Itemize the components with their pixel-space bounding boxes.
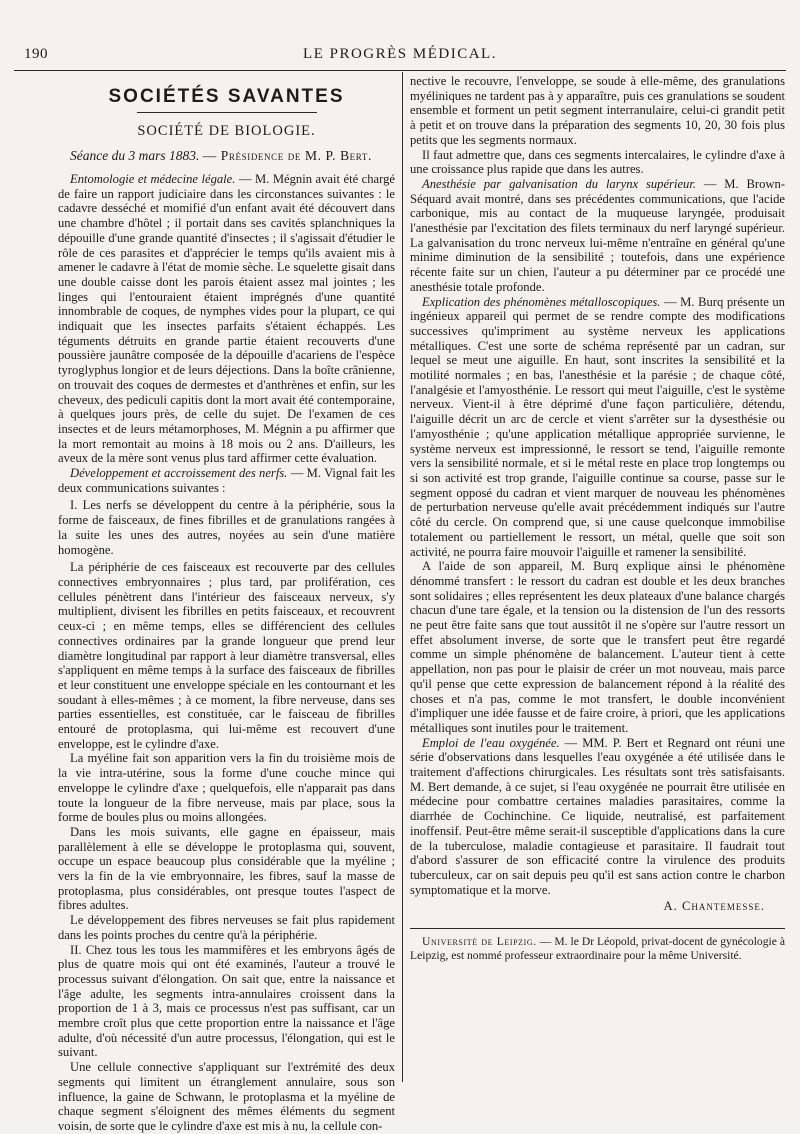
paragraph-II: II. Chez tous les tous les mammifères et les embryons âgés de plus de quatre mois qui ont été examinés, l'auteur a trouvé le processus suivant d'élongation. On sait que, entre la naissance et l'âge adulte, les segments intra-annulaires croissent dans la proportion de 1 à 3, mais ce processus n'est pas suffisant, car un membre croît plus que cette proportion entre la naissance et l'âge adulte, d'où nécessité d'un autre processus, l'élongation, qui est le suivant. [58,942,395,1060]
paragraph-mois: Dans les mois suivants, elle gagne en épaisseur, mais parallèlement à elle se développe le protoplasma qui, souvent, occupe un espace beaucoup plus considérable que la myéline ; vers la fin de la vie embryonnaire, les fibres, sauf la masse de protoplasma, plus considérables, ont presque toutes l'aspect de fibres adultes. [58,824,395,913]
column-divider [402,72,403,1082]
note-rule [410,928,785,929]
paragraph-fibres: Le développement des fibres nerveuses se fait plus rapidement dans les points proches du centre qu'à la périphérie. [58,913,395,942]
session-president: — Présidence de M. P. Bert. [202,148,372,163]
running-title: LE PROGRÈS MÉDICAL. [303,46,497,62]
paragraph-developpement [58,466,395,495]
paragraph-continuation: nective le recouvre, l'enveloppe, se soude à elle-même, des granulations myéliniques ne tardent pas à y apparaître, puis ces granulations se soudent ensemble et forment un petit segment interranulaire, celui-ci grandit petit à petit et on trouve dans la préparation des segments 10, 20, 30 fois plus petits que les segments normaux. [410,74,785,147]
paragraph-appareil: A l'aide de son appareil, M. Burq explique ainsi le phénomène dénommé transfert : le ressort du cadran est double et les deux branches sont solidaires ; elles représentent les deux plateaux d'une balance chargés chacun d'une tare égale, et la tension ou la distension de l'un des ressorts ne peut être faite sans que tout aussitôt il ne s'opère sur l'autre ressort un effet absolument inverse, de sorte que le transfert peut être regardé comme un simple phénomène de balancement. L'auteur tient à cette appellation, non pas pour le plaisir de créer un mot nouveau, mais parce qu'il pense que cette expression de balancement répond à la réalité des choses et n'a pas, comme le mot transfert, le double inconvénient d'impliquer une idée fausse et de faire croire, à priori, que les applications métalliques sont inutiles pour le traitement. [410,559,785,735]
page-number: 190 [24,46,48,62]
explication-text: — M. Burq présente un ingénieux appareil qui permet de se rendre compte des modifications successives qu'impriment au système nerveux les applications métalliques. C'est une sorte de schéma représenté par un cadran, sur lequel se meut une aiguille. En haut, sont inscrites la sensibilité et la motilité normales ; en bas, l'anesthésie et la parésie ; de chaque côté, l'analgésie et l'amyosthénie. Le ressort qui meut l'aiguille, c'est le système nerveux. Vient-il à être déprimé d'une façon particulière, détendu, l'aiguille décrit un arc de cercle et vient s'arrêter sur la dysesthésie ou l'amyosthénie ; qu'une application métallique appropriée survienne, le système nerveux est impressionné, le ressort se tend, l'aiguille remonte vers la sensibilité normale, et si le métal reste en place trop longtemps ou si son activité est trop grande, l'aiguille continue sa course, passe sur le segment opposé du cadran et vient marquer de nouveau les phénomènes de perturbation nerveuse qu'elle avait précédemment indiqués sur l'autre côté du cercle. On comprend que, si une cause quelconque immobilise totalement ou partiellement le ressort, un métal, quelle que soit son activité, ne pourra faire mouvoir l'aiguille et ramener la sensibilité. [410,294,785,559]
signature: A. Chantemesse. [663,899,765,914]
note-label: Université de Leipzig. [422,935,537,949]
developpement-text: — M. Vignal fait les deux communications suivantes : [58,466,395,495]
paragraph-emploi [410,736,785,898]
developpement-heading: Développement et accroissement des nerfs. [70,466,288,481]
anesthesie-text: — M. Brown-Séquard avait montré, dans ses précédentes communications, que l'acide carbonique, mis au contact de la muqueuse laryngée, produisait l'anesthésie par l'excitation des filets terminaux du nerf laryngé supérieur. La galvanisation du tronc nerveux lui-même n'entraîne en général qu'une minime diminution de la sensibilité ; toutefois, dans une expérience récente faite sur un chien, l'auteur a pu déterminer par ce procédé une anesthésie totale profonde. [410,176,785,294]
university-note [410,935,785,962]
paragraph-entomologie [58,172,395,466]
paragraph-peripherie: La périphérie de ces faisceaux est recouverte par des cellules connectives embryonnaires ; plus tard, par prolifération, ces cellules pénètrent dans l'intérieur des faisceaux nerveux, s'y multiplient, divisent les fibrilles en petits faisceaux, et recouvrent ceux-ci ; en même temps, elles se différencient des cellules connectives ordinaires par la grande longueur que prend leur diamètre longitudinal par rapport à leur diamètre transversal, elles s'appliquent en même temps à la surface des faisceaux de fibrilles et leur constituent une enveloppe spéciale en les contournant et les soudant à elles-mêmes ; à ce moment, la fibre nerveuse, dans ses parties essentielles, est constituée, car le faisceau de fibrilles entouré de protoplasma, qui lui-même est recouvert d'une enveloppe, est le cylindre d'axe. [58,560,395,751]
left-column [58,78,395,1134]
running-header [14,42,786,71]
society-heading: SOCIÉTÉ DE BIOLOGIE. [137,123,316,139]
emploi-text: — MM. P. Bert et Regnard ont réuni une série d'observations dans lesquelles l'eau oxygénée a été utilisée dans le traitement d'affections chirurgicales. Les résultats sont très satisfaisants. M. Bert demande, à ce sujet, si l'eau oxygénée ne pourrait être utilisée en médecine pour combattre certaines maladies parasitaires, comme la diarrhée de Cochinchine. Ce liquide, neutralisé, est parfaitement inoffensif. Peut-être même serait-il susceptible d'applications dans la cure de la tuberculose, maladie contagieuse et parasitaire. Il faudrait tout d'abord s'assurer de son efficacité contre la virulence des produits tuberculeux, car on sait depuis peu qu'il est sans action contre le charbon symptomatique et la morve. [410,735,786,897]
explication-heading: Explication des phénomènes métalloscopiques. [422,294,661,309]
section-title: SOCIÉTÉS SAVANTES [108,86,345,107]
paragraph-anesthesie [410,177,785,295]
note-text: — M. le Dr Léopold, privat-docent de gynécologie à Leipzig, est nommé professeur extraordinaire pour la même Université. [410,935,785,962]
paragraph-explication [410,295,785,560]
paragraph-I: I. Les nerfs se développent du centre à la périphérie, sous la forme de faisceaux, de fines fibrilles et de granulations rangées à la suite les unes des autres, noyées au sein d'une matière homogène. [58,498,395,557]
session-line [58,148,395,164]
right-column [410,74,785,962]
entomologie-text: — M. Mégnin avait été chargé de faire un rapport judiciaire dans les circonstances suivantes : le cadavre desséché et momifié d'un enfant avait été découvert dans une chambre d'hôtel ; il portait dans ses cavités splanchniques la dépouille d'une grande quantité d'insectes ; il s'agissait d'étudier le rôle de ces parasites et d'apprécier le temps qu'ils avaient mis à amener le cadavre à l'état de momie sèche. Le squelette gisait dans une double caisse dont les parois étaient assez mal jointes ; les linges qui l'entouraient étaient imprégnés d'une quantité innombrable de coques, de nymphes vides pour la plupart, ce qui indiquait que les insectes parfaits s'étaient échappés. Les téguments détruits en grande partie étaient recouverts d'une poussière jaunâtre composée de la dépouille d'acariens de l'espèce tyroglyphus longior et de leurs déjections. Dans la boîte crânienne, on trouvait des coques de dermestes et d'anthrènes et enfin, sur les cheveux, des pediculi capitis dont la mort avait été contemporaine, à quelques jours près, de celle du sujet. De l'examen de ces insectes et de leurs métamorphoses, M. Mégnin a pu affirmer que la mort remontait au moins à 18 mois ou 2 ans. D'ailleurs, les aveux de la mère sont venus plus tard affirmer cette évaluation. [58,172,395,466]
session-date: Séance du 3 mars 1883. [70,148,200,163]
paragraph-admettre: Il faut admettre que, dans ces segments intercalaires, le cylindre d'axe à une croissance plus rapide que dans les autres. [410,147,785,177]
entomologie-heading: Entomologie et médecine légale. [70,172,236,186]
title-rule [137,112,317,113]
paragraph-cellule: Une cellule connective s'appliquant sur l'extrémité des deux segments qui limitent un étranglement annulaire, sous son influence, la gaine de Schwann, le protoplasma et la myéline de chaque segment s'éloignent des mêmes éléments du segment voisin, de sorte que le cylindre d'axe est mis à nu, la cellule con- [58,1060,395,1133]
emploi-heading: Emploi de l'eau oxygénée. [422,735,560,750]
paragraph-myeline: La myéline fait son apparition vers la fin du troisième mois de la vie intra-utérine, sous la forme d'une couche mince qui enveloppe le cylindre d'axe ; quelquefois, elle n'apparait pas dans toute la longueur de la fibre nerveuse, mais par place, sous la forme de boules plus ou moins allongées. [58,751,395,825]
anesthesie-heading: Anesthésie par galvanisation du larynx supérieur. [422,176,696,191]
